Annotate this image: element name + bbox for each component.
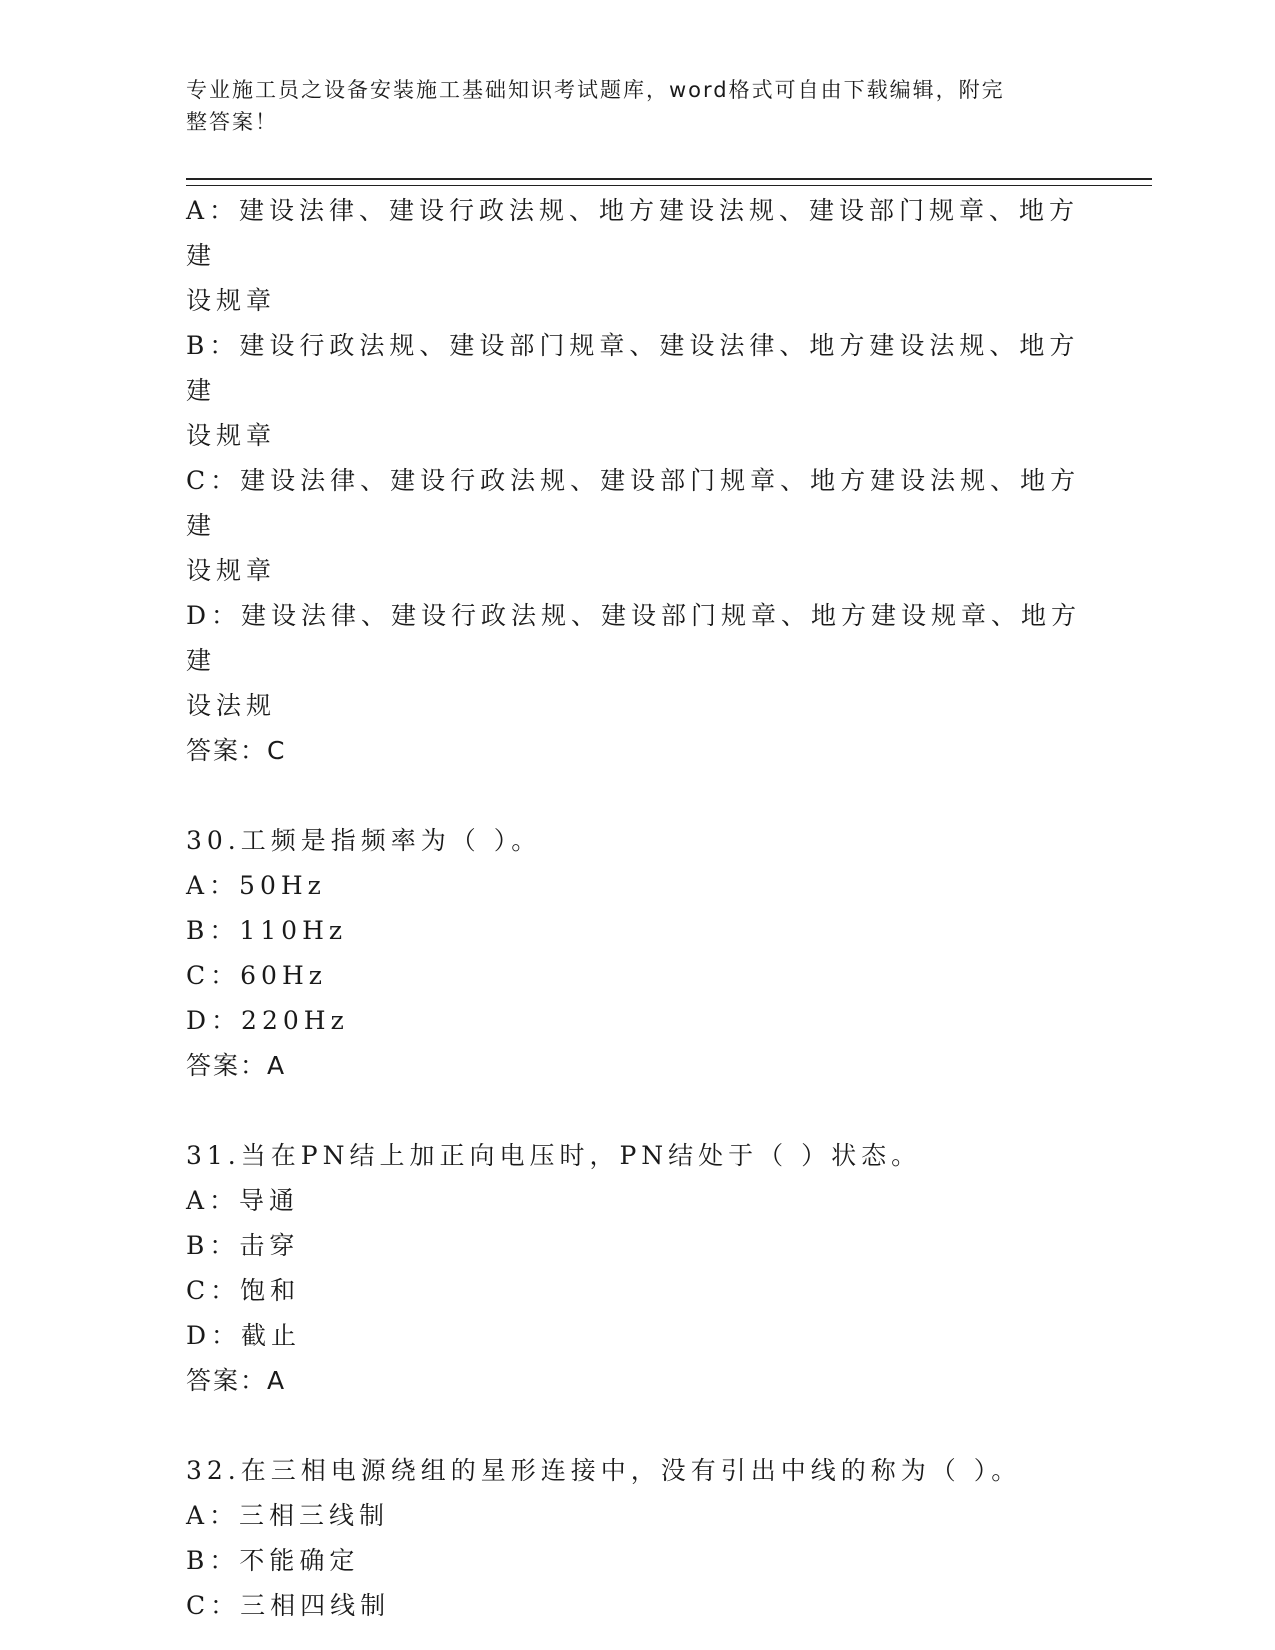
page-header [186,74,1066,138]
option-29-c-line1: C：建设法律、建设行政法规、建设部门规章、地方建设法规、地方建 [186,466,1081,540]
option-30-a: A：50Hz [186,871,326,900]
option-31-c: C：饱和 [186,1276,301,1305]
spacer [186,773,1086,818]
option-30-d: D：220Hz [186,1006,349,1035]
answer-30: 答案：A [186,1051,287,1080]
question-list [186,188,1086,1628]
question-32-text: 32.在三相电源绕组的星形连接中，没有引出中线的称为（ ）。 [186,1456,1022,1485]
option-31-a: A：导通 [186,1186,300,1215]
spacer [186,1088,1086,1133]
option-32-b: B：不能确定 [186,1546,360,1575]
question-30-text: 30.工频是指频率为（ ）。 [186,826,542,855]
option-31-b: B：击穿 [186,1231,300,1260]
option-30-b: B：110Hz [186,916,348,945]
option-29-d-line2: 设法规 [186,691,277,720]
answer-29: 答案：C [186,736,287,765]
option-29-a-line2: 设规章 [186,286,277,315]
option-29-b-line1: B：建设行政法规、建设部门规章、建设法律、地方建设法规、地方建 [186,331,1080,405]
option-30-c: C：60Hz [186,961,327,990]
option-32-a: A：三相三线制 [186,1501,390,1530]
header-divider [186,178,1152,186]
option-29-b-line2: 设规章 [186,421,277,450]
question-31-block [186,1133,1086,1403]
option-31-d: D：截止 [186,1321,302,1350]
question-29-block [186,188,1086,773]
question-31-text: 31.当在PN结上加正向电压时，PN结处于（ ）状态。 [186,1141,922,1170]
answer-31: 答案：A [186,1366,287,1395]
option-32-c: C：三相四线制 [186,1591,391,1620]
header-line-2: 整答案！ [186,110,278,134]
question-30-block [186,818,1086,1088]
header-line-1: 专业施工员之设备安装施工基础知识考试题库，word格式可自由下载编辑，附完 [186,78,1005,102]
option-29-d-line1: D：建设法律、建设行政法规、建设部门规章、地方建设规章、地方建 [186,601,1082,675]
option-29-a-line1: A：建设法律、建设行政法规、地方建设法规、建设部门规章、地方建 [186,196,1080,270]
question-32-block [186,1448,1086,1628]
option-29-c-line2: 设规章 [186,556,277,585]
spacer [186,1403,1086,1448]
